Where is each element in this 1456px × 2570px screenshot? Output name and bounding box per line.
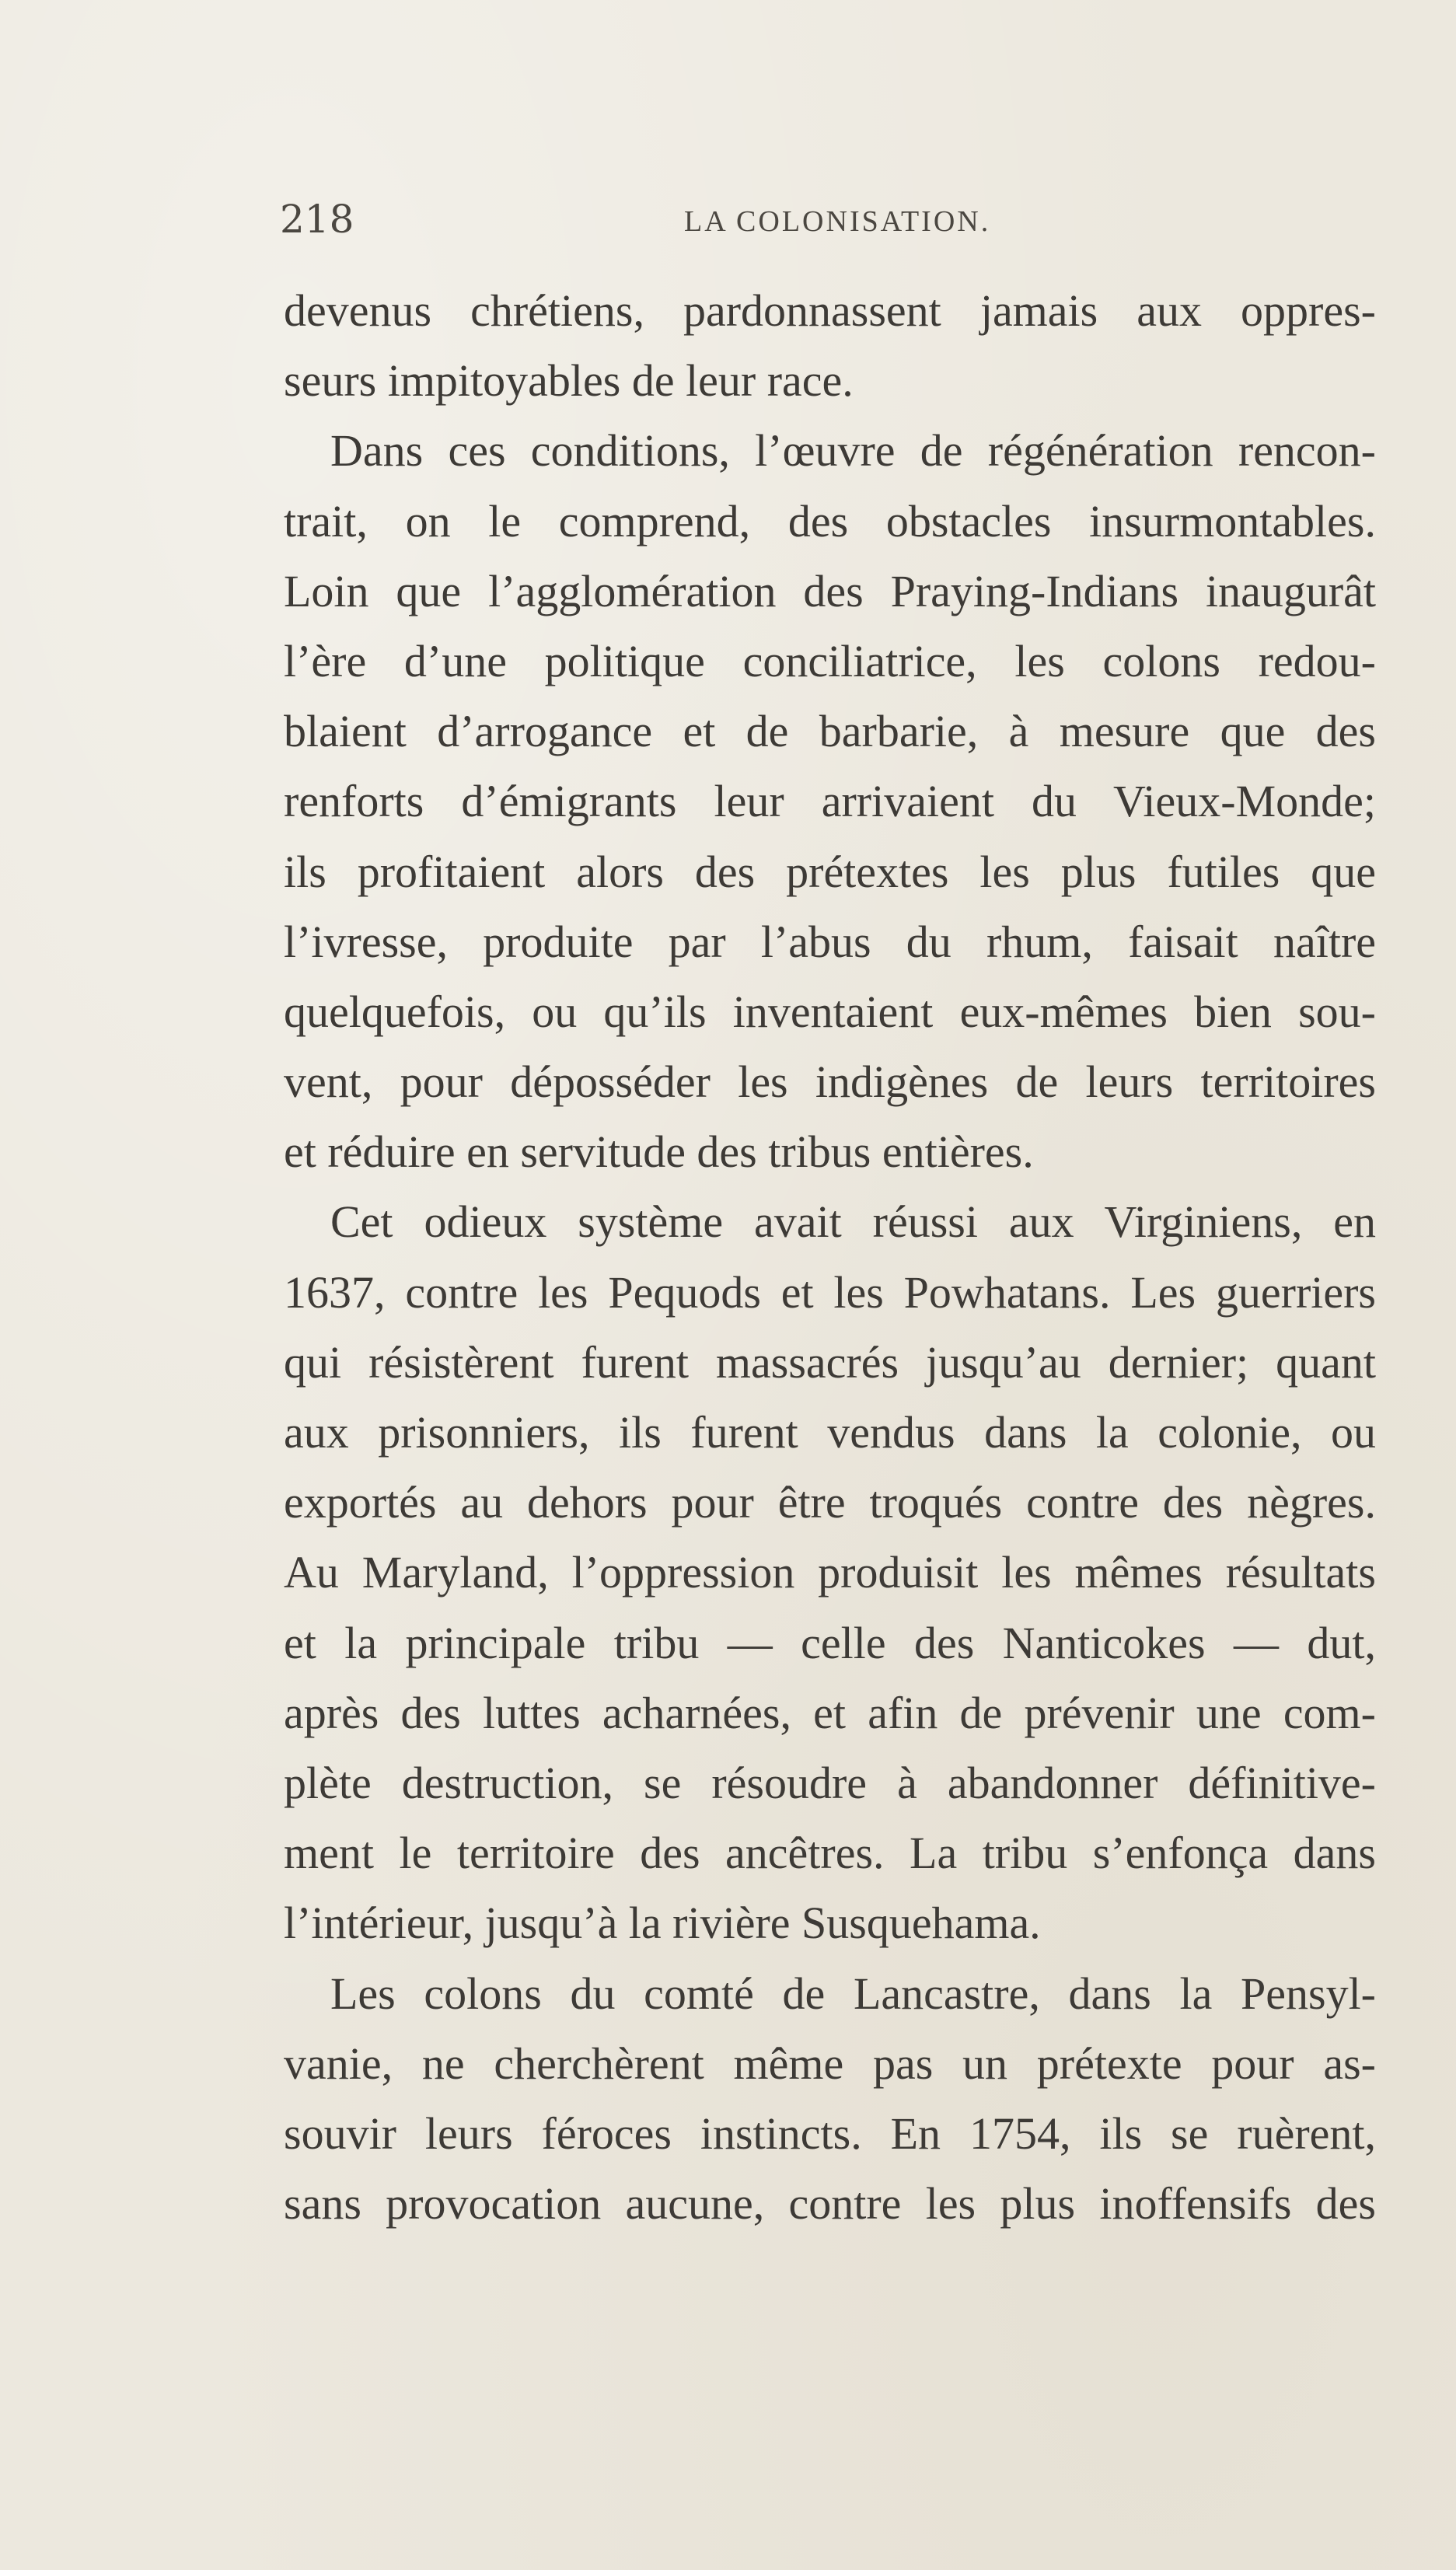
text-line: Les colons du comté de Lancastre, dans la Pensyl- <box>330 1968 1376 2019</box>
text-line: exportés au dehors pour être troqués contre des nègres. <box>284 1477 1376 1528</box>
text-line: quelquefois, ou qu’ils inventaient eux-mêmes bien sou- <box>284 986 1376 1037</box>
text-line: sans provocation aucune, contre les plus inoffensifs des <box>284 2178 1376 2230</box>
text-line: vanie, ne cherchèrent même pas un prétexte pour as- <box>284 2037 1376 2089</box>
text-line: trait, on le comprend, des obstacles insurmontables. <box>284 495 1376 546</box>
text-line: devenus chrétiens, pardonnassent jamais aux oppres- <box>284 285 1376 336</box>
text-line: vent, pour déposséder les indigènes de leurs territoires <box>284 1056 1376 1108</box>
text-line: ils profitaient alors des prétextes les plus futiles que <box>284 846 1376 897</box>
text-line: qui résistèrent furent massacrés jusqu’au dernier; quant <box>284 1336 1376 1388</box>
text-line: et réduire en servitude des tribus entières. <box>284 1126 1034 1178</box>
text-line: Dans ces conditions, l’œuvre de régénération rencon- <box>330 425 1376 477</box>
text-line: plète destruction, se résoudre à abandonner définitive- <box>284 1757 1376 1808</box>
text-line: blaient d’arrogance et de barbarie, à mesure que des <box>284 706 1376 757</box>
text-line: Cet odieux système avait réussi aux Virginiens, en <box>330 1196 1376 1248</box>
text-line: l’ivresse, produite par l’abus du rhum, faisait naître <box>284 916 1376 967</box>
text-line: seurs impitoyables de leur race. <box>284 355 854 407</box>
text-line: l’intérieur, jusqu’à la rivière Susquehama. <box>284 1898 1041 1949</box>
text-line: Loin que l’agglomération des Praying-Indians inaugurât <box>284 565 1376 616</box>
running-head: LA COLONISATION. <box>684 205 991 238</box>
text-line: ment le territoire des ancêtres. La tribu s’enfonça dans <box>284 1828 1376 1879</box>
text-line: après des luttes acharnées, et afin de prévenir une com- <box>284 1687 1376 1738</box>
text-line: 1637, contre les Pequods et les Powhatans. Les guerriers <box>284 1266 1376 1318</box>
page-number: 218 <box>280 197 354 242</box>
text-line: aux prisonniers, ils furent vendus dans la colonie, ou <box>284 1407 1376 1458</box>
text-line: l’ère d’une politique conciliatrice, les colons redou- <box>284 635 1376 686</box>
text-line: et la principale tribu — celle des Nanticokes — dut, <box>284 1617 1376 1668</box>
body-text <box>284 276 1376 2239</box>
page-header <box>280 196 1376 243</box>
text-line: Au Maryland, l’oppression produisit les mêmes résultats <box>284 1547 1376 1598</box>
text-line: renforts d’émigrants leur arrivaient du Vieux-Monde; <box>284 776 1376 827</box>
text-line: souvir leurs féroces instincts. En 1754, ils se ruèrent, <box>284 2107 1376 2159</box>
